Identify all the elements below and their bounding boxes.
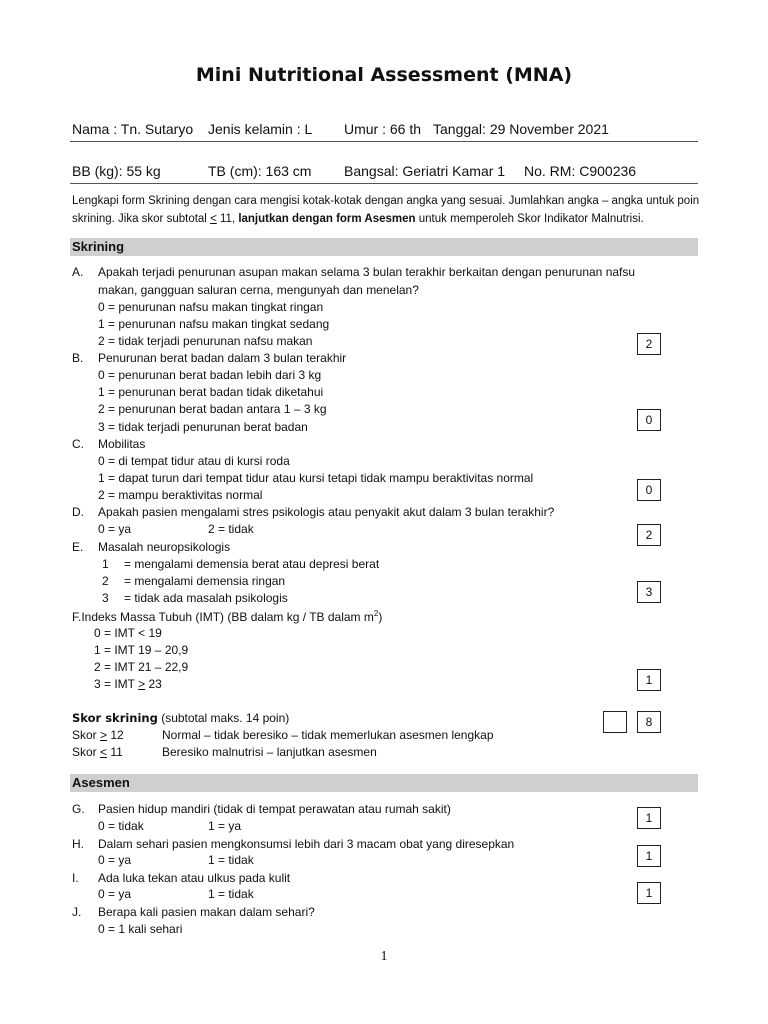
question-j-text: Berapa kali pasien makan dalam sehari? xyxy=(98,905,315,919)
divider xyxy=(70,183,698,184)
question-g-text: Pasien hidup mandiri (tidak di tempat perawatan atau rumah sakit) xyxy=(98,802,451,816)
option: 1 = penurunan berat badan tidak diketahui xyxy=(98,385,324,399)
assessment-date: Tanggal: 29 November 2021 xyxy=(433,121,609,137)
question-f-text: F.Indeks Massa Tubuh (IMT) (BB dalam kg / TB dalam $m^2$) xyxy=(72,609,383,624)
option: 2 = tidak xyxy=(208,522,254,536)
score-box-empty[interactable] xyxy=(603,711,627,733)
option: 1 = ya xyxy=(208,819,242,833)
skor-risk-desc: Beresiko malnutrisi – lanjutkan asesmen xyxy=(162,745,377,759)
option-number: 3 xyxy=(102,591,109,605)
option: 0 = penurunan nafsu makan tingkat ringan xyxy=(98,300,324,314)
option-number: 2 xyxy=(102,574,109,588)
question-letter: G. xyxy=(72,802,85,816)
question-i-text: Ada luka tekan atau ulkus pada kulit xyxy=(98,871,291,885)
option: 2 = mampu beraktivitas normal xyxy=(98,488,263,502)
option: 0 = ya xyxy=(98,853,132,867)
section-header-skrining: Skrining xyxy=(70,238,698,256)
option: = mengalami demensia ringan xyxy=(124,574,286,588)
option: 0 = ya xyxy=(98,522,132,536)
question-h-text: Dalam sehari pasien mengkonsumsi lebih dari 3 macam obat yang diresepkan xyxy=(98,837,515,851)
question-letter: E. xyxy=(72,540,84,554)
option: 1 = penurunan nafsu makan tingkat sedang xyxy=(98,317,330,331)
patient-weight: BB (kg): 55 kg xyxy=(72,163,161,179)
patient-name: Nama : Tn. Sutaryo xyxy=(72,121,194,137)
option: 0 = IMT < 19 xyxy=(94,626,162,640)
divider xyxy=(70,141,698,142)
option: 1 = IMT 19 – 20,9 xyxy=(94,643,189,657)
question-b-text: Penurunan berat badan dalam 3 bulan terakhir xyxy=(98,351,347,365)
question-letter: D. xyxy=(72,505,84,519)
score-box-b[interactable]: 0 xyxy=(637,409,661,431)
option: 2 = tidak terjadi penurunan nafsu makan xyxy=(98,334,313,348)
option: 2 = IMT 21 – 22,9 xyxy=(94,660,189,674)
option-number: 1 xyxy=(102,557,109,571)
question-letter: H. xyxy=(72,837,84,851)
option: 0 = ya xyxy=(98,887,132,901)
page-number: 1 xyxy=(380,949,388,964)
score-box-f[interactable]: 1 xyxy=(637,669,661,691)
score-box-h[interactable]: 1 xyxy=(637,845,661,867)
question-a-text: Apakah terjadi penurunan asupan makan selama 3 bulan terakhir berkaitan dengan penurunan nafsu xyxy=(98,265,636,279)
option: 1 = tidak xyxy=(208,887,254,901)
option: 3 = tidak terjadi penurunan berat badan xyxy=(98,420,308,434)
patient-height: TB (cm): 163 cm xyxy=(208,163,312,179)
option: 0 = penurunan berat badan lebih dari 3 kg xyxy=(98,368,322,382)
question-a-text: makan, gangguan saluran cerna, mengunyah dan menelan? xyxy=(98,283,419,297)
question-letter: A. xyxy=(72,265,84,279)
option: = tidak ada masalah psikologis xyxy=(124,591,288,605)
score-box-g[interactable]: 1 xyxy=(637,807,661,829)
page-title: Mini Nutritional Assessment (MNA) xyxy=(195,64,573,86)
section-header-asesmen: Asesmen xyxy=(70,774,698,792)
score-box-a[interactable]: 2 xyxy=(637,333,661,355)
instructions-line-1: Lengkapi form Skrining dengan cara mengisi kotak-kotak dengan angka yang sesuai. Jumlahkan angka – angka untuk poin xyxy=(72,195,700,207)
patient-age: Umur : 66 th xyxy=(344,121,422,137)
skor-normal-desc: Normal – tidak beresiko – tidak memerlukan asesmen lengkap xyxy=(162,728,494,742)
question-letter: B. xyxy=(72,351,84,365)
skor-skrining-label: Skor skrining (subtotal maks. 14 poin) xyxy=(72,711,290,725)
question-letter: C. xyxy=(72,437,84,451)
patient-record-number: No. RM: C900236 xyxy=(524,163,637,179)
instructions-line-2: skrining. Jika skor subtotal < 11, lanjutkan dengan form Asesmen untuk memperoleh Skor Indikator Malnutrisi. xyxy=(72,213,644,225)
option: = mengalami demensia berat atau depresi berat xyxy=(124,557,380,571)
question-e-text: Masalah neuropsikologis xyxy=(98,540,231,554)
skor-threshold-risk: Skor < 11 xyxy=(72,745,123,759)
option: 2 = penurunan berat badan antara 1 – 3 kg xyxy=(98,402,327,416)
option: 0 = 1 kali sehari xyxy=(98,922,183,936)
patient-gender: Jenis kelamin : L xyxy=(208,121,313,137)
score-box-e[interactable]: 3 xyxy=(637,581,661,603)
question-letter: J. xyxy=(72,905,82,919)
option: 0 = tidak xyxy=(98,819,144,833)
option: 1 = dapat turun dari tempat tidur atau kursi tetapi tidak mampu beraktivitas normal xyxy=(98,471,534,485)
score-box-d[interactable]: 2 xyxy=(637,524,661,546)
option: 0 = di tempat tidur atau di kursi roda xyxy=(98,454,290,468)
score-box-skrining-total[interactable]: 8 xyxy=(637,711,661,733)
score-box-i[interactable]: 1 xyxy=(637,882,661,904)
patient-ward: Bangsal: Geriatri Kamar 1 xyxy=(344,163,506,179)
option: 1 = tidak xyxy=(208,853,254,867)
question-d-text: Apakah pasien mengalami stres psikologis atau penyakit akut dalam 3 bulan terakhir? xyxy=(98,505,555,519)
score-box-c[interactable]: 0 xyxy=(637,479,661,501)
question-c-text: Mobilitas xyxy=(98,437,146,451)
option: 3 = IMT > 23 xyxy=(94,677,162,691)
question-letter: I. xyxy=(72,871,79,885)
skor-threshold-normal: Skor > 12 xyxy=(72,728,124,742)
